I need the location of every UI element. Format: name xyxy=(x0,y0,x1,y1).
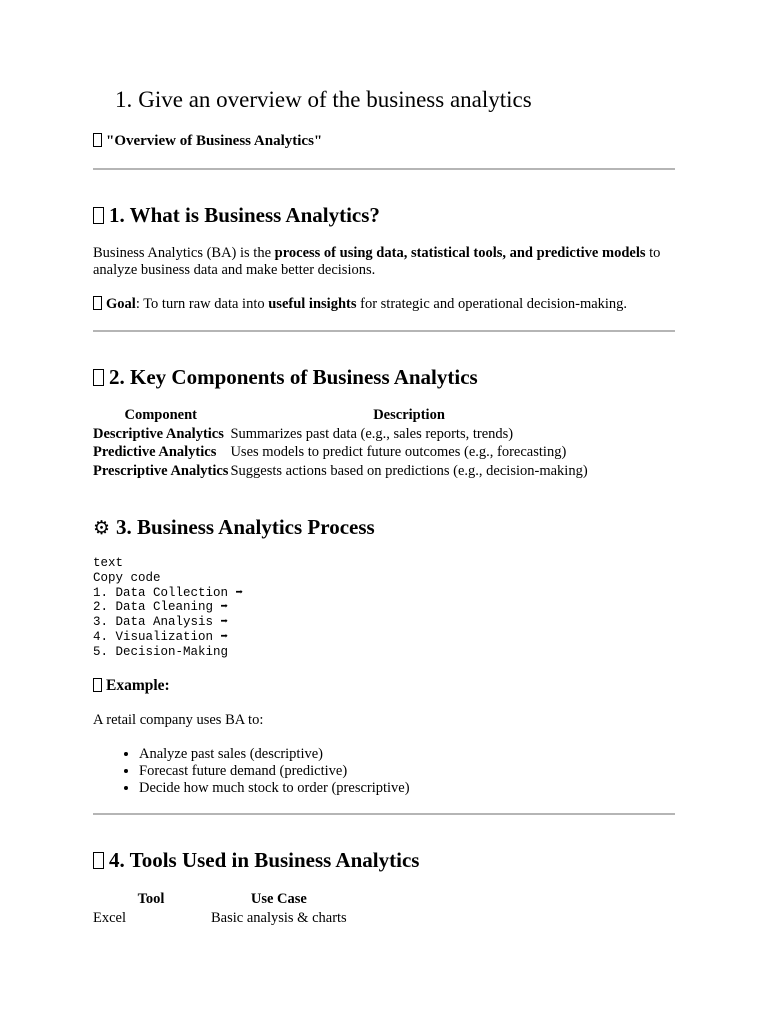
missing-glyph-icon xyxy=(93,207,104,224)
code-line: 4. Visualization ➡ xyxy=(93,629,229,644)
tools-table xyxy=(93,890,349,927)
list-item: • Decide how much stock to order (prescriptive) xyxy=(139,780,410,797)
table-row xyxy=(93,462,590,481)
divider xyxy=(93,168,675,170)
table-row xyxy=(93,909,349,928)
copy-code-button[interactable]: Copy code xyxy=(93,570,161,585)
table-row xyxy=(93,425,590,444)
table-cell: Excel xyxy=(93,909,127,926)
table-header: Description xyxy=(373,407,445,423)
process-code-block xyxy=(93,556,243,660)
section-heading-tools: 4. Tools Used in Business Analytics xyxy=(93,848,419,873)
example-intro: A retail company uses BA to: xyxy=(93,712,264,728)
gear-icon: ⚙ xyxy=(93,517,111,539)
table-cell: Descriptive Analytics xyxy=(93,425,224,442)
missing-glyph-icon xyxy=(93,133,102,147)
table-header-row xyxy=(93,890,349,909)
definition-paragraph: Business Analytics (BA) is the process of using data, statistical tools, and predictive models to analyze business data and make better decisions. xyxy=(93,245,661,278)
code-line: text xyxy=(93,556,124,570)
subtitle-text: "Overview of Business Analytics" xyxy=(106,133,323,149)
table-cell: Uses models to predict future outcomes (e.g., forecasting) xyxy=(230,444,567,460)
table-header-row xyxy=(93,406,590,425)
section-heading-process: ⚙ 3. Business Analytics Process xyxy=(93,515,375,539)
document-subtitle xyxy=(93,133,322,150)
table-cell: Basic analysis & charts xyxy=(211,909,347,926)
missing-glyph-icon xyxy=(93,678,102,692)
question-title xyxy=(115,87,532,113)
components-table xyxy=(93,406,590,480)
question-number: 1. xyxy=(115,87,133,112)
list-item: • Analyze past sales (descriptive) xyxy=(139,746,410,763)
goal-paragraph: Goal: To turn raw data into useful insights for strategic and operational decision-making. xyxy=(93,296,675,313)
code-line: 1. Data Collection ➡ xyxy=(93,585,244,600)
table-cell: Prescriptive Analytics xyxy=(93,462,229,479)
example-list xyxy=(93,746,410,797)
missing-glyph-icon xyxy=(93,852,104,869)
question-text: Give an overview of the business analytics xyxy=(138,87,532,112)
table-header: Component xyxy=(124,407,197,423)
table-header: Tool xyxy=(137,891,165,907)
example-heading: Example: xyxy=(93,677,170,695)
table-cell: Summarizes past data (e.g., sales reports, trends) xyxy=(230,425,514,442)
divider xyxy=(93,813,675,815)
table-header: Use Case xyxy=(250,891,307,907)
code-line: 3. Data Analysis ➡ xyxy=(93,615,229,630)
table-cell: Predictive Analytics xyxy=(93,444,217,460)
divider xyxy=(93,330,675,332)
section-heading-what-is-ba: 1. What is Business Analytics? xyxy=(93,203,380,228)
code-line: 5. Decision-Making xyxy=(93,644,229,659)
missing-glyph-icon xyxy=(93,369,104,386)
list-item: • Forecast future demand (predictive) xyxy=(139,763,410,780)
code-line: 2. Data Cleaning ➡ xyxy=(93,600,229,615)
missing-glyph-icon xyxy=(93,296,102,310)
section-heading-key-components: 2. Key Components of Business Analytics xyxy=(93,365,478,390)
table-cell: Suggests actions based on predictions (e.g., decision-making) xyxy=(230,462,588,479)
table-row xyxy=(93,443,590,462)
